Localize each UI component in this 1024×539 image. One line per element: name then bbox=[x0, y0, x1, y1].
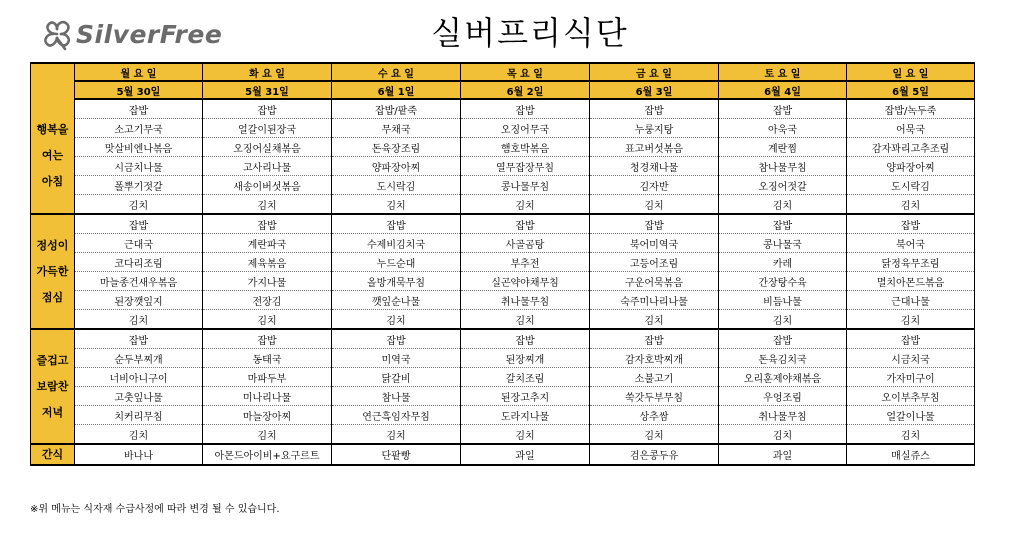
menu-cell: 닭갈비 bbox=[332, 368, 461, 387]
menu-row bbox=[31, 291, 975, 310]
menu-cell: 잡밥 bbox=[461, 214, 590, 234]
menu-cell: 사골곰탕 bbox=[461, 234, 590, 253]
menu-row bbox=[31, 234, 975, 253]
menu-cell: 콩나물무침 bbox=[461, 176, 590, 195]
meal-label-line: 즐겁고 bbox=[36, 353, 69, 367]
menu-row bbox=[31, 214, 975, 234]
menu-cell: 북어국 bbox=[847, 234, 975, 253]
menu-cell: 잡밥 bbox=[75, 99, 203, 119]
page-title: 실버프리식단 bbox=[431, 14, 629, 52]
meal-label-line: 보람찬 bbox=[36, 379, 69, 393]
menu-cell: 된장깻잎지 bbox=[75, 291, 203, 310]
menu-cell: 잡밥 bbox=[75, 214, 203, 234]
menu-cell: 김치 bbox=[847, 310, 975, 330]
menu-row bbox=[31, 99, 975, 119]
date-header: 5월 30일 bbox=[75, 81, 203, 99]
snack-cell: 매실쥬스 bbox=[847, 444, 975, 465]
menu-cell: 잡밥 bbox=[461, 329, 590, 349]
menu-cell: 표고버섯볶음 bbox=[590, 138, 719, 157]
menu-cell: 시금치나물 bbox=[75, 157, 203, 176]
menu-cell: 잡밥/팥죽 bbox=[332, 99, 461, 119]
menu-cell: 누드순대 bbox=[332, 253, 461, 272]
menu-row bbox=[31, 329, 975, 349]
menu-cell: 잡밥 bbox=[719, 99, 847, 119]
menu-cell: 김치 bbox=[75, 195, 203, 215]
menu-cell: 고사리나물 bbox=[203, 157, 332, 176]
menu-cell: 가자미구이 bbox=[847, 368, 975, 387]
menu-cell: 열무잡장무침 bbox=[461, 157, 590, 176]
menu-cell: 연근흑임자무침 bbox=[332, 406, 461, 425]
menu-cell: 부추전 bbox=[461, 253, 590, 272]
menu-cell: 양파장아찌 bbox=[332, 157, 461, 176]
snack-label: 간식 bbox=[31, 444, 75, 465]
menu-cell: 도라지나물 bbox=[461, 406, 590, 425]
menu-cell: 김자반 bbox=[590, 176, 719, 195]
footnote: ※위 메뉴는 식자재 수급사정에 따라 변경 될 수 있습니다. bbox=[30, 504, 280, 515]
menu-cell: 맛살비엔나볶음 bbox=[75, 138, 203, 157]
menu-cell: 근대국 bbox=[75, 234, 203, 253]
day-name-header: 화 요 일 bbox=[203, 63, 332, 81]
menu-cell: 잡밥 bbox=[332, 329, 461, 349]
menu-cell: 마파두부 bbox=[203, 368, 332, 387]
menu-cell: 청경채나물 bbox=[590, 157, 719, 176]
menu-cell: 폴뿌기젓갈 bbox=[75, 176, 203, 195]
menu-cell: 감자꽈리고추조림 bbox=[847, 138, 975, 157]
date-header: 5월 31일 bbox=[203, 81, 332, 99]
menu-row bbox=[31, 176, 975, 195]
menu-cell: 김치 bbox=[461, 195, 590, 215]
menu-cell: 닭정육무조림 bbox=[847, 253, 975, 272]
menu-cell: 계란파국 bbox=[203, 234, 332, 253]
date-header: 6월 2일 bbox=[461, 81, 590, 99]
menu-row bbox=[31, 253, 975, 272]
menu-row bbox=[31, 368, 975, 387]
menu-cell: 숙주미나리나물 bbox=[590, 291, 719, 310]
menu-cell: 김치 bbox=[203, 310, 332, 330]
menu-cell: 김치 bbox=[203, 195, 332, 215]
menu-row bbox=[31, 272, 975, 291]
menu-cell: 미역국 bbox=[332, 349, 461, 368]
menu-cell: 김치 bbox=[590, 310, 719, 330]
menu-row bbox=[31, 387, 975, 406]
menu-cell: 잡밥 bbox=[590, 329, 719, 349]
menu-cell: 된장찌개 bbox=[461, 349, 590, 368]
menu-cell: 얼갈이된장국 bbox=[203, 119, 332, 138]
menu-cell: 김치 bbox=[847, 195, 975, 215]
menu-cell: 제육볶음 bbox=[203, 253, 332, 272]
menu-cell: 코다리조림 bbox=[75, 253, 203, 272]
snack-cell: 아몬드아이비+요구르트 bbox=[203, 444, 332, 465]
menu-cell: 도시락김 bbox=[847, 176, 975, 195]
menu-row bbox=[31, 119, 975, 138]
day-name-header: 토 요 일 bbox=[719, 63, 847, 81]
menu-cell: 도시락김 bbox=[332, 176, 461, 195]
menu-cell: 잡밥 bbox=[203, 214, 332, 234]
snack-row bbox=[31, 444, 975, 465]
menu-cell: 올방개묵무침 bbox=[332, 272, 461, 291]
menu-row bbox=[31, 310, 975, 330]
menu-cell: 미나리나물 bbox=[203, 387, 332, 406]
date-header: 6월 4일 bbox=[719, 81, 847, 99]
menu-row bbox=[31, 406, 975, 425]
meal-label-line: 저녁 bbox=[41, 405, 64, 419]
day-name-header: 월 요 일 bbox=[75, 63, 203, 81]
menu-cell: 김치 bbox=[590, 425, 719, 445]
day-name-header: 목 요 일 bbox=[461, 63, 590, 81]
menu-cell: 오징어실채볶음 bbox=[203, 138, 332, 157]
meal-label-line: 아침 bbox=[41, 175, 64, 188]
menu-cell: 멸치아몬드볶음 bbox=[847, 272, 975, 291]
meal-label-line: 가득한 bbox=[36, 264, 69, 278]
menu-cell: 잡밥 bbox=[332, 214, 461, 234]
menu-cell: 잡밥 bbox=[203, 329, 332, 349]
menu-cell: 가지나물 bbox=[203, 272, 332, 291]
menu-cell: 갈치조림 bbox=[461, 368, 590, 387]
menu-cell: 된장고추지 bbox=[461, 387, 590, 406]
menu-cell: 새송이버섯볶음 bbox=[203, 176, 332, 195]
menu-cell: 김치 bbox=[719, 195, 847, 215]
menu-cell: 취나물무침 bbox=[719, 406, 847, 425]
menu-cell: 김치 bbox=[461, 425, 590, 445]
menu-row bbox=[31, 157, 975, 176]
menu-cell: 김치 bbox=[847, 425, 975, 445]
menu-row bbox=[31, 425, 975, 445]
menu-cell: 오징어무국 bbox=[461, 119, 590, 138]
menu-cell: 참나물 bbox=[332, 387, 461, 406]
menu-cell: 콩나물국 bbox=[719, 234, 847, 253]
menu-cell: 간장탕수육 bbox=[719, 272, 847, 291]
menu-cell: 수제비김치국 bbox=[332, 234, 461, 253]
menu-cell: 취나물무침 bbox=[461, 291, 590, 310]
menu-cell: 김치 bbox=[719, 425, 847, 445]
menu-cell: 김치 bbox=[75, 425, 203, 445]
menu-cell: 상추쌈 bbox=[590, 406, 719, 425]
menu-row bbox=[31, 195, 975, 215]
snack-cell: 바나나 bbox=[75, 444, 203, 465]
menu-cell: 돈육장조림 bbox=[332, 138, 461, 157]
menu-cell: 양파장아찌 bbox=[847, 157, 975, 176]
menu-cell: 잡밥 bbox=[847, 214, 975, 234]
menu-cell: 김치 bbox=[332, 425, 461, 445]
menu-cell: 카레 bbox=[719, 253, 847, 272]
menu-cell: 햄호박볶음 bbox=[461, 138, 590, 157]
snack-cell: 검은콩두유 bbox=[590, 444, 719, 465]
header-row-days bbox=[31, 63, 975, 81]
menu-cell: 치커리무침 bbox=[75, 406, 203, 425]
menu-cell: 고등어조림 bbox=[590, 253, 719, 272]
menu-row bbox=[31, 138, 975, 157]
meal-label-line: 여는 bbox=[41, 149, 64, 162]
menu-cell: 근대나물 bbox=[847, 291, 975, 310]
menu-cell: 오이부추무침 bbox=[847, 387, 975, 406]
menu-cell: 김치 bbox=[332, 310, 461, 330]
menu-cell: 고춧잎나물 bbox=[75, 387, 203, 406]
snack-cell: 단팥빵 bbox=[332, 444, 461, 465]
menu-cell: 오리훈제야채볶음 bbox=[719, 368, 847, 387]
header-corner bbox=[31, 63, 75, 99]
menu-cell: 동태국 bbox=[203, 349, 332, 368]
menu-cell: 잡밥 bbox=[719, 329, 847, 349]
meal-label-line: 정성이 bbox=[36, 238, 69, 252]
menu-cell: 전장김 bbox=[203, 291, 332, 310]
date-header: 6월 3일 bbox=[590, 81, 719, 99]
meal-label bbox=[31, 214, 75, 329]
menu-cell: 김치 bbox=[203, 425, 332, 445]
menu-cell: 무채국 bbox=[332, 119, 461, 138]
menu-cell: 쑥갓두부무침 bbox=[590, 387, 719, 406]
menu-cell: 잡밥 bbox=[590, 214, 719, 234]
menu-cell: 실곤약야채무침 bbox=[461, 272, 590, 291]
menu-cell: 김치 bbox=[461, 310, 590, 330]
day-name-header: 수 요 일 bbox=[332, 63, 461, 81]
menu-cell: 아욱국 bbox=[719, 119, 847, 138]
menu-cell: 김치 bbox=[75, 310, 203, 330]
menu-cell: 잡밥 bbox=[203, 99, 332, 119]
brand-logo bbox=[40, 14, 222, 54]
menu-cell: 구운어묵볶음 bbox=[590, 272, 719, 291]
menu-cell: 김치 bbox=[332, 195, 461, 215]
meal-plan-table bbox=[30, 62, 975, 466]
header-row-dates bbox=[31, 81, 975, 99]
logo-text: SilverFree bbox=[76, 19, 223, 49]
meal-label bbox=[31, 99, 75, 214]
date-header: 6월 5일 bbox=[847, 81, 975, 99]
menu-cell: 비듬나물 bbox=[719, 291, 847, 310]
snack-cell: 과일 bbox=[719, 444, 847, 465]
menu-cell: 잡밥 bbox=[847, 329, 975, 349]
meal-label-line: 행복을 bbox=[36, 123, 69, 136]
menu-cell: 우엉조림 bbox=[719, 387, 847, 406]
menu-cell: 소고기무국 bbox=[75, 119, 203, 138]
menu-cell: 시금치국 bbox=[847, 349, 975, 368]
menu-cell: 잡밥 bbox=[719, 214, 847, 234]
menu-cell: 김치 bbox=[719, 310, 847, 330]
menu-cell: 김치 bbox=[590, 195, 719, 215]
menu-cell: 잡밥/녹두죽 bbox=[847, 99, 975, 119]
menu-cell: 얼갈이나물 bbox=[847, 406, 975, 425]
snack-cell: 과일 bbox=[461, 444, 590, 465]
menu-cell: 소불고기 bbox=[590, 368, 719, 387]
meal-label-line: 점심 bbox=[41, 290, 64, 304]
menu-cell: 마늘장아찌 bbox=[203, 406, 332, 425]
menu-cell: 깻잎순나물 bbox=[332, 291, 461, 310]
day-name-header: 금 요 일 bbox=[590, 63, 719, 81]
menu-cell: 마늘종건새우볶음 bbox=[75, 272, 203, 291]
menu-cell: 오징어젓갈 bbox=[719, 176, 847, 195]
menu-cell: 북어미역국 bbox=[590, 234, 719, 253]
menu-cell: 순두부찌개 bbox=[75, 349, 203, 368]
menu-cell: 잡밥 bbox=[75, 329, 203, 349]
menu-cell: 잡밥 bbox=[590, 99, 719, 119]
menu-cell: 어묵국 bbox=[847, 119, 975, 138]
menu-cell: 계란찜 bbox=[719, 138, 847, 157]
menu-cell: 너비아니구이 bbox=[75, 368, 203, 387]
menu-row bbox=[31, 349, 975, 368]
menu-cell: 누룽지탕 bbox=[590, 119, 719, 138]
day-name-header: 일 요 일 bbox=[847, 63, 975, 81]
menu-cell: 잡밥 bbox=[461, 99, 590, 119]
date-header: 6월 1일 bbox=[332, 81, 461, 99]
meal-label bbox=[31, 329, 75, 444]
clover-logo-icon bbox=[40, 17, 74, 51]
menu-cell: 참나물무침 bbox=[719, 157, 847, 176]
menu-cell: 감자호박찌개 bbox=[590, 349, 719, 368]
menu-cell: 돈육김치국 bbox=[719, 349, 847, 368]
